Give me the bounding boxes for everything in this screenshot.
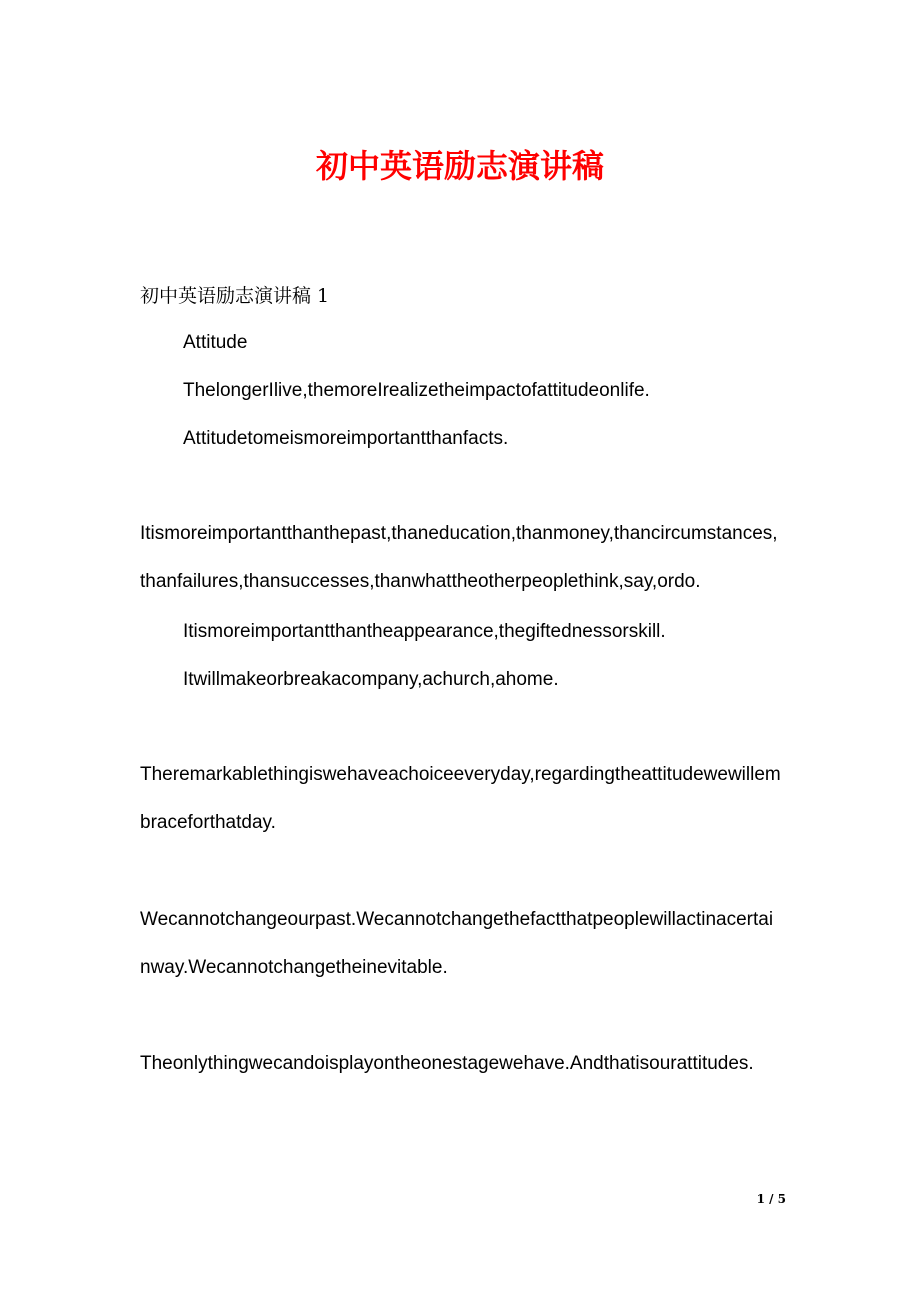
paragraph-cannot-change-past: Wecannotchangeourpast.Wecannotchangethefactthatpeoplewillactinacertainway.Wecannotchangetheinevitable.: [140, 909, 774, 978]
paragraph-appearance: Itismoreimportantthantheappearance,thegiftednessorskill.: [183, 621, 666, 642]
paragraph-only-thing: Theonlythingwecandoisplayontheonestagewehave.Andthatisourattitudes.: [140, 1053, 754, 1074]
paragraph-attitude: Attitude: [183, 332, 248, 353]
paragraph-attitude-to-me: Attitudetomeismoreimportantthanfacts.: [183, 428, 509, 449]
paragraph-remarkable-thing: Theremarkablethingiswehaveachoiceeveryday,regardingtheattitudewewillembraceforthatday.: [140, 764, 781, 833]
paragraph-more-important-than-past: Itismoreimportantthanthepast,thaneducation,thanmoney,thancircumstances,thanfailures,thansuccesses,thanwhattheotherpeoplethink,say,ordo.: [140, 523, 778, 592]
page-number: 1 / 5: [756, 1192, 786, 1206]
paragraph-make-or-break: Itwillmakeorbreakacompany,achurch,ahome.: [183, 669, 559, 690]
document-title: 初中英语励志演讲稿: [315, 147, 604, 185]
section-heading: 初中英语励志演讲稿 1: [140, 285, 330, 307]
paragraph-longer-i-live: ThelongerIlive,themoreIrealizetheimpactofattitudeonlife.: [183, 380, 650, 401]
